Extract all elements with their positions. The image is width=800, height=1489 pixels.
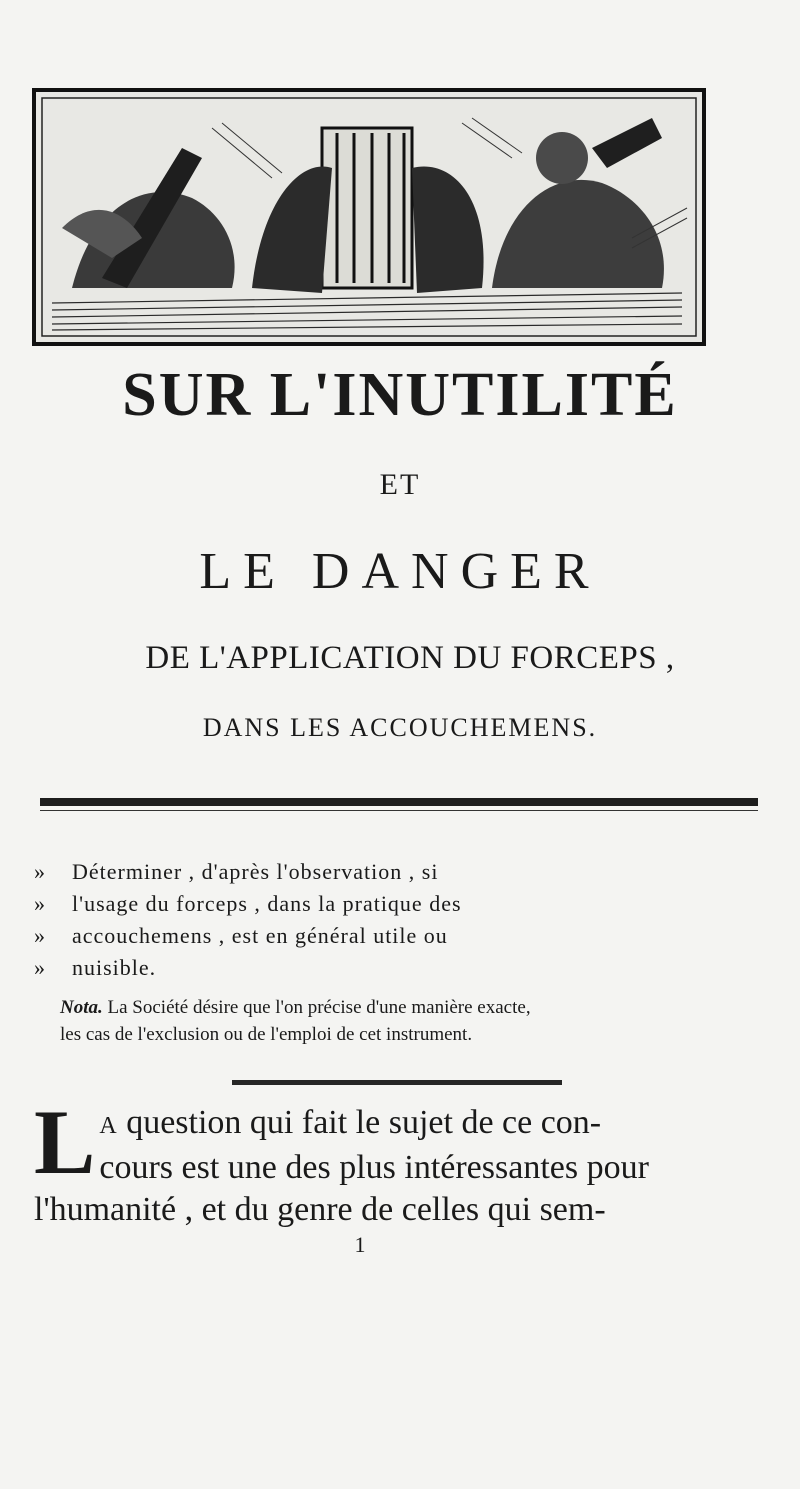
page-signature: 1 — [354, 1232, 366, 1257]
title-line-1: SUR L'INUTILITÉ — [122, 361, 678, 429]
headpiece-engraving — [32, 88, 706, 346]
quote-mark: » — [34, 923, 46, 948]
body-line-3: l'humanité , et du genre de celles qui sem- — [34, 1191, 606, 1228]
question-text: nuisible. — [72, 955, 157, 980]
quote-mark: » — [34, 859, 46, 884]
divider-rule — [40, 798, 758, 806]
section-rule — [232, 1080, 562, 1085]
question-text: l'usage du forceps , dans la pratique des — [72, 891, 462, 916]
prize-question — [34, 856, 774, 984]
small-cap: A — [99, 1113, 118, 1139]
question-line — [34, 888, 774, 920]
quote-mark: » — [34, 955, 46, 980]
divider-rule-thin — [40, 810, 758, 811]
body-paragraph — [34, 1091, 784, 1231]
body-line-2: cours est une des plus intéressantes pour — [99, 1149, 649, 1186]
body-line-1-text: question qui fait le sujet de ce con- — [117, 1104, 602, 1141]
drop-cap: L — [34, 1091, 96, 1193]
nota-text-2: les cas de l'exclusion ou de l'emploi de cet instrument. — [60, 1024, 473, 1045]
question-line — [34, 920, 774, 952]
title-line-3: LE DANGER — [199, 543, 601, 600]
title-line-2: ET — [379, 468, 421, 501]
nota-paragraph — [60, 994, 770, 1048]
title-line-4: DE L'APPLICATION DU FORCEPS , — [145, 640, 675, 676]
question-text: accouchemens , est en général utile ou — [72, 923, 448, 948]
question-text: Déterminer , d'après l'observation , si — [72, 859, 439, 884]
nota-label: Nota. — [60, 997, 103, 1018]
quote-mark: » — [34, 891, 46, 916]
nota-text-1: La Société désire que l'on précise d'une manière exacte, — [102, 997, 531, 1018]
question-line — [34, 952, 774, 984]
allegorical-engraving-icon — [32, 88, 706, 346]
question-line — [34, 856, 774, 888]
body-line-1 — [34, 1102, 784, 1147]
title-line-5: DANS LES ACCOUCHEMENS. — [202, 713, 598, 742]
